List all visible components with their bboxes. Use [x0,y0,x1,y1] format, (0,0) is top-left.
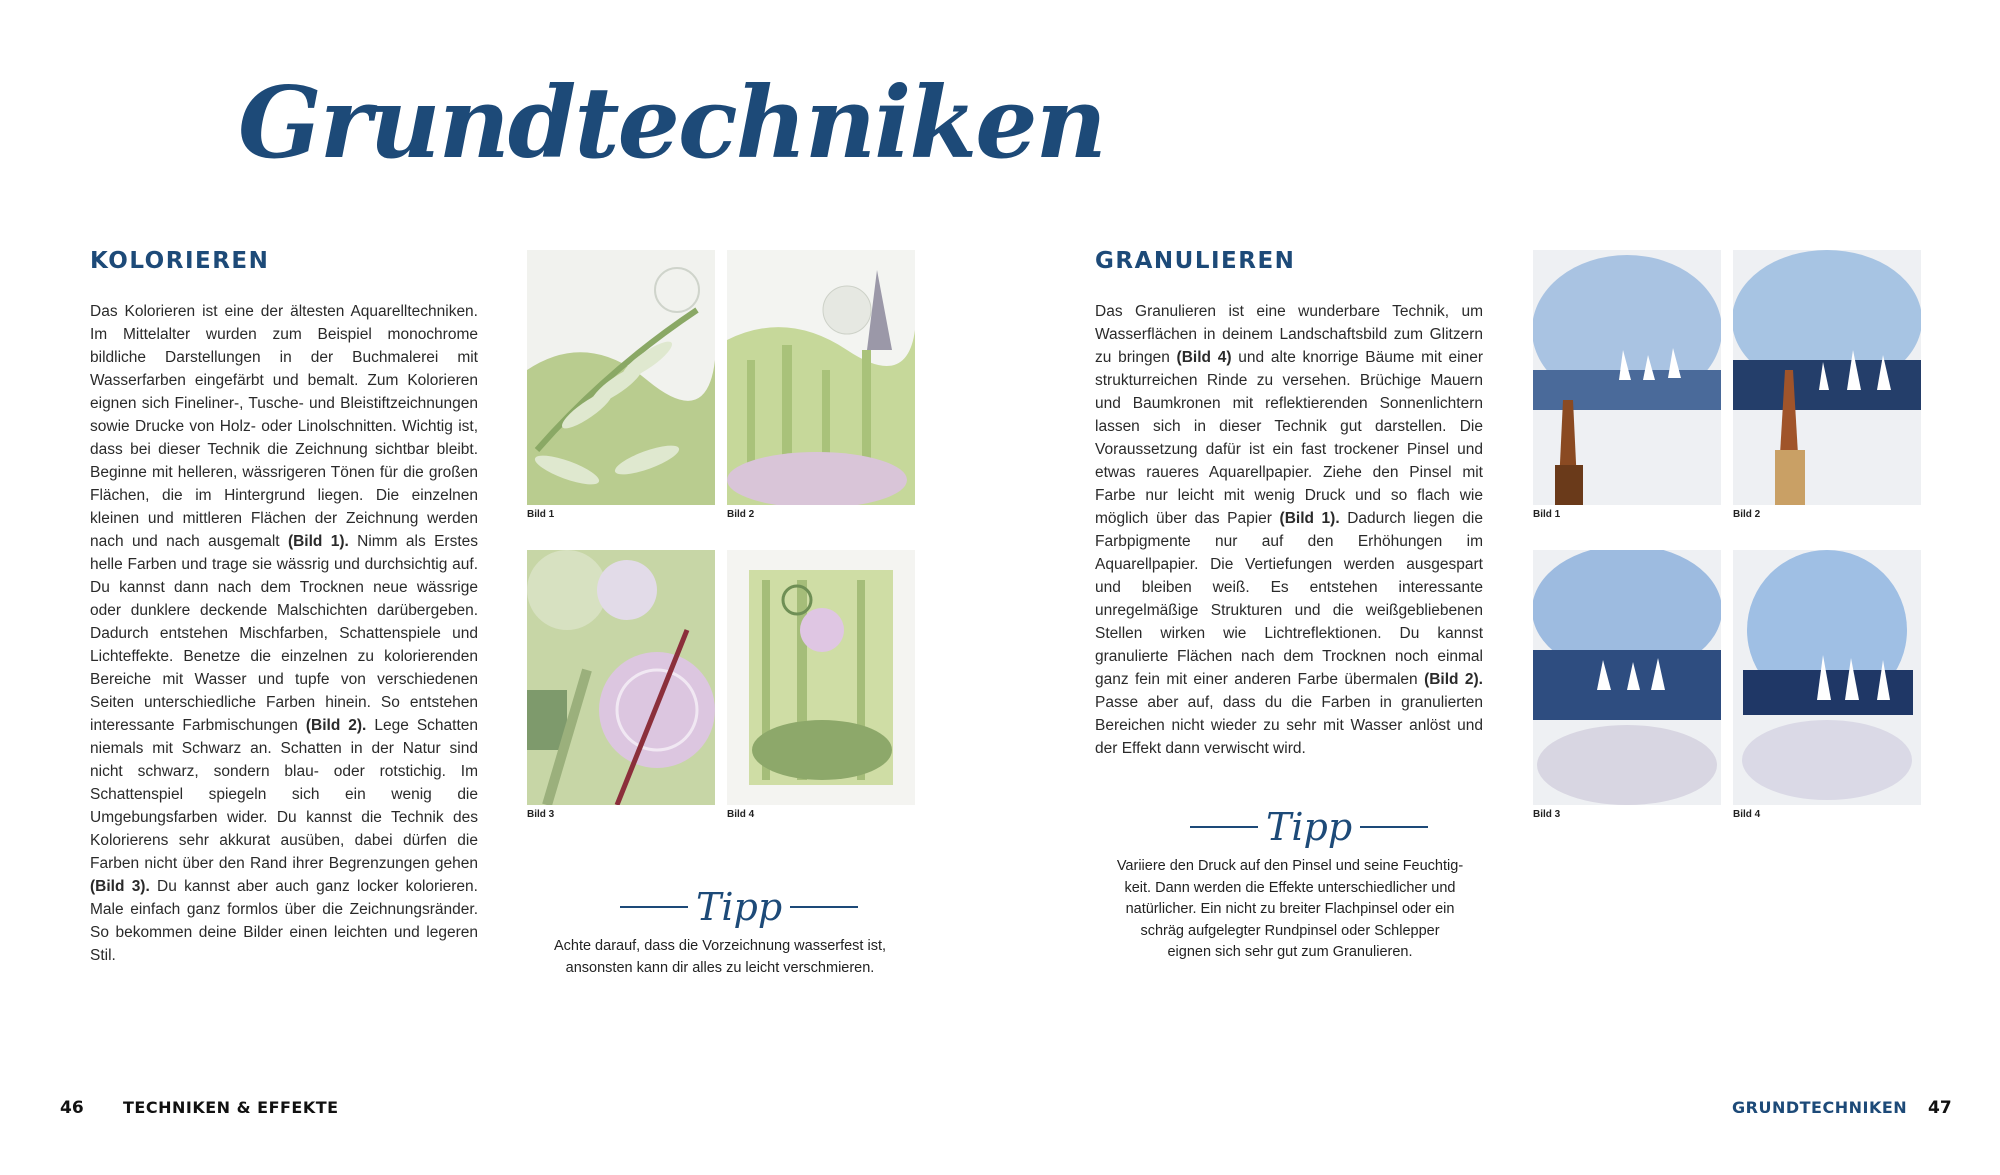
body-segment: und alte knorrige Bäume mit einer strukturreichen Rinde zu versehen. Brüchige Mauern und Baumkronen mit reflektierenden Sonnenlichtern lassen sich in dieser Technik gut darstellen. Die Voraussetzung dafür ist ein fast trockener Pinsel und etwas raueres Aquarellpapier. Ziehe den Pinsel mit Farbe nur leicht mit wenig Druck und so flach wie möglich über das Papier [1095,349,1483,527]
caption-bild-3: Bild 3 [527,809,555,820]
figure-reference: (Bild 1). [287,533,349,550]
body-segment: Dadurch liegen die Farbpigmente nur auf den Erhöhungen im Aquarellpapier. Die Vertiefungen werden ausgespart und bleiben weiß. Es entstehen interessante unregelmäßige Strukturen und die weißgebliebenen Stellen wirken wie Lichtreflektionen. Du kannst granulierte Flächen nach dem Trocknen noch einmal ganz fein mit einer anderen Farbe übermalen [1095,510,1483,688]
caption-bild-2: Bild 2 [727,509,755,520]
running-header-right: GRUNDTECHNIKEN [1732,1098,1908,1117]
body-text-granulieren [1095,300,1483,760]
tipp-line-3: natürlicher. Ein nicht zu breiter Flachpinsel oder ein [1125,901,1455,917]
page-number-right: 47 [1928,1098,1952,1118]
page-number-left: 46 [60,1098,84,1118]
body-segment: Nimm als Erstes helle Farben und trage sie wässrig und durchsichtig auf. Du kannst dann nach dem Trocknen neue wässrige oder dunklere deckende Malschichten darübergeben. Dadurch entstehen Mischfarben, Schattenspiele und Lichteffekte. Benetze die einzelnen zu kolorierenden Bereiche mit Wasser und tupfe von verschiedenen Seiten unterschiedliche Farben hinein. So entstehen interessante Farbmischungen [90,533,478,734]
photo-garden-painting [727,550,915,805]
caption-bild-4: Bild 4 [727,809,755,820]
tipp-line-2: keit. Dann werden die Effekte unterschiedlicher und [1124,879,1456,896]
tipp-line-1: Achte darauf, dass die Vorzeichnung wasserfest ist, [553,938,887,954]
figure-reference: (Bild 4) [1176,349,1232,366]
tipp-line-5: eignen sich sehr gut zum Granulieren. [1167,944,1413,960]
body-segment: Du kannst aber auch ganz locker kolorieren. Male einfach ganz formlos über die Zeichnungsränder. So bekommen deine Bilder einen leichten und legeren Stil. [90,878,478,964]
tipp-line-2: ansonsten kann dir alles zu leicht verschmieren. [565,959,875,976]
body-segment: Passe aber auf, dass du die Farben in granulierten Bereichen nicht wieder zu sehr mit Wasser anlöst und der Effekt dann verwischt wird. [1095,694,1483,757]
caption-bild-3: Bild 3 [1533,809,1561,820]
tipp-text-left [520,936,920,979]
tipp-line-4: schräg aufgelegter Rundpinsel oder Schlepper [1140,922,1440,939]
tipp-divider [1190,826,1258,828]
page-title: Grundtechniken [238,66,1105,181]
tipp-divider [790,906,858,908]
section-heading-granulieren: GRANULIEREN [1095,248,1296,274]
photo-sea-brush-1 [1533,250,1721,505]
section-heading-kolorieren: KOLORIEREN [90,248,270,274]
tipp-divider [1360,826,1428,828]
tipp-text-right [1085,856,1495,964]
figure-reference: (Bild 2). [1424,671,1483,688]
body-text-kolorieren [90,300,478,967]
tipp-label: Tipp [696,885,783,929]
caption-bild-1: Bild 1 [1533,509,1561,520]
photo-sea-boats-4 [1733,550,1921,805]
caption-bild-1: Bild 1 [527,509,555,520]
photo-fern-leaves [527,250,715,505]
tipp-label: Tipp [1266,805,1353,849]
body-segment: Das Granulieren ist eine wunderbare Technik, um Wasserflächen in deinem Landschaftsbild zum Glitzern zu bringen [1095,303,1483,366]
figure-reference: (Bild 1). [1279,510,1340,527]
tipp-heading-left [620,885,858,929]
figure-reference: (Bild 3). [90,878,150,895]
photo-sea-boats-3 [1533,550,1721,805]
tipp-line-1: Variiere den Druck auf den Pinsel und seine Feuchtig- [1116,858,1464,874]
photo-sea-brush-2 [1733,250,1921,505]
tipp-heading-right [1190,805,1428,849]
body-segment: Das Kolorieren ist eine der ältesten Aquarelltechniken. Im Mittelalter wurden zum Beispiel monochrome bildliche Darstellungen in der Buchmalerei mit Wasserfarben eingefärbt und bemalt. Zum Kolorieren eignen sich Fineliner-, Tusche- und Bleistiftzeichnungen sowie Drucke von Holz- oder Linolschnitten. Wichtig ist, dass bei dieser Technik die Zeichnung sichtbar bleibt. Beginne mit helleren, wässrigeren Tönen für die großen Flächen, die im Hintergrund liegen. Die einzelnen kleinen und mittleren Flächen der Zeichnung werden nach und nach ausgemalt [90,303,478,550]
body-segment: Lege Schatten niemals mit Schwarz an. Schatten in der Natur sind nicht schwarz, sondern blau- oder rotstichig. Im Schattenspiel spiegeln sich ein wenig die Umgebungsfarben wider. Du kannst die Technik des Kolorierens sehr akkurat ausüben, dabei dürfen die Farben nicht über den Rand ihrer Begrenzungen gehen [90,717,478,872]
figure-reference: (Bild 2). [305,717,367,734]
photo-allium-flower [527,550,715,805]
caption-bild-4: Bild 4 [1733,809,1761,820]
caption-bild-2: Bild 2 [1733,509,1761,520]
running-header-left: TECHNIKEN & EFFEKTE [123,1098,339,1117]
tipp-divider [620,906,688,908]
photo-forest-green [727,250,915,505]
